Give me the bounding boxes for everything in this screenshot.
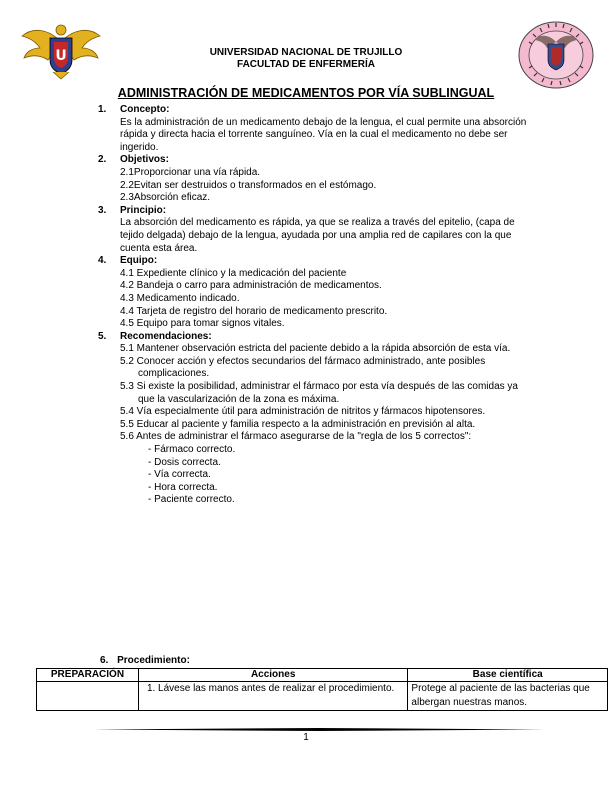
- list-item: 4.4 Tarjeta de registro del horario de medicamento prescrito.: [120, 305, 388, 317]
- section-title: Recomendaciones:: [120, 330, 212, 342]
- section-procedimiento: [100, 655, 190, 667]
- section-title: Procedimiento:: [117, 655, 190, 666]
- list-item: 5.4 Vía especialmente útil para administración de nitritos y fármacos hipotensores.: [120, 406, 486, 418]
- university-name: UNIVERSIDAD NACIONAL DE TRUJILLO: [209, 47, 403, 58]
- list-item: 5.3 Si existe la posibilidad, administrar el fármaco por esta vía después de las comidas ya que la vascularización de la zona es máxima.: [120, 381, 518, 405]
- table-header-row: [37, 669, 608, 682]
- list-item: 4.1 Expediente clínico y la medicación del paciente: [120, 267, 347, 279]
- document-title: ADMINISTRACIÓN DE MEDICAMENTOS POR VÍA SUBLINGUAL: [117, 86, 495, 100]
- table-cell-empty: [37, 682, 139, 711]
- faculty-name: FACULTAD DE ENFERMERÍA: [237, 59, 375, 70]
- list-item: 5.5 Educar al paciente y familia respecto a la administración en previsión al alta.: [120, 418, 476, 430]
- list-item: - Fármaco correcto.: [148, 444, 236, 456]
- list-item: 2.3Absorción eficaz.: [120, 192, 211, 204]
- section-number: 1.: [98, 104, 107, 115]
- list-item: 5.2 Conocer acción y efectos secundarios del fármaco administrado, ante posibles complicaciones.: [120, 355, 486, 380]
- table-row: [37, 682, 608, 711]
- list-item: - Paciente correcto.: [148, 494, 235, 506]
- section-text: Es la administración de un medicamento debajo de la lengua, el cual permite una absorción rápida y directa hacia el torrente sanguíneo. Vía en la cual el medicamento no debe ser ingerido.: [120, 116, 527, 153]
- section-text: La absorción del medicamento es rápida, ya que se realiza a través del epitelio, (capa de tejido delgada) debajo de la lengua, ayudada por una amplia red de capilares con la que cuenta esta área.: [120, 217, 515, 254]
- section-concepto: [100, 104, 530, 154]
- list-item: 4.5 Equipo para tomar signos vitales.: [120, 318, 285, 330]
- page-number: 1: [303, 732, 309, 743]
- section-number: 6.: [100, 655, 109, 666]
- section-number: 4.: [98, 255, 107, 267]
- list-item: 2.1Proporcionar una vía rápida.: [120, 166, 261, 178]
- svg-text:U: U: [55, 48, 67, 64]
- objetivos-list: [120, 167, 530, 205]
- section-title: Principio:: [120, 204, 167, 216]
- procedure-table: [36, 668, 608, 711]
- table-header-acciones: Acciones: [138, 669, 407, 682]
- list-item: 4.3 Medicamento indicado.: [120, 292, 240, 304]
- section-recomendaciones: [100, 331, 530, 507]
- list-item: - Hora correcta.: [148, 481, 218, 493]
- equipo-list: [120, 268, 530, 331]
- table-cell-accion: 1. Lávese las manos antes de realizar el procedimiento.: [138, 682, 407, 711]
- faculty-seal-logo: [517, 20, 595, 90]
- table-header-base: Base científica: [408, 669, 608, 682]
- table-cell-base: Protege al paciente de las bacterias que albergan nuestras manos.: [408, 682, 608, 711]
- section-principio: [100, 205, 530, 255]
- list-item: 5.6 Antes de administrar el fármaco asegurarse de la "regla de los 5 correctos":: [120, 431, 472, 443]
- section-number: 3.: [98, 204, 107, 216]
- list-item: - Dosis correcta.: [148, 456, 221, 468]
- section-objetivos: [100, 154, 530, 204]
- list-item: 4.2 Bandeja o carro para administración de medicamentos.: [120, 280, 382, 292]
- list-item: 2.2Evitan ser destruidos o transformados en el estómago.: [120, 179, 377, 191]
- section-title: Objetivos:: [120, 154, 169, 166]
- section-number: 5.: [98, 330, 107, 342]
- section-title: Concepto:: [120, 104, 170, 115]
- document-body: [100, 104, 530, 507]
- correctos-list: [100, 444, 530, 507]
- section-equipo: [100, 255, 530, 331]
- list-item: - Vía correcta.: [148, 469, 211, 481]
- table-header-preparacion: PREPARACIÓN: [37, 669, 139, 682]
- list-item: 5.1 Mantener observación estricta del paciente debido a la rápida absorción de esta vía.: [120, 343, 511, 355]
- footer-divider: [94, 718, 544, 721]
- section-title: Equipo:: [120, 255, 158, 267]
- section-number: 2.: [98, 154, 107, 166]
- recomendaciones-list: [120, 343, 530, 444]
